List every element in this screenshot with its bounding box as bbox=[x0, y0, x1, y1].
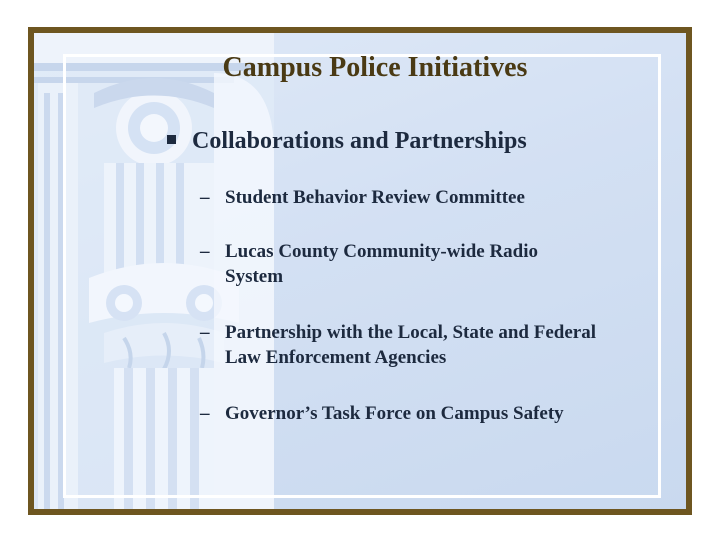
sub-item bbox=[200, 239, 600, 289]
main-bullet-text: Collaborations and Partnerships bbox=[192, 128, 527, 154]
slide-title: Campus Police Initiatives bbox=[222, 52, 528, 83]
sub-item-text: Governor’s Task Force on Campus Safety bbox=[225, 403, 564, 424]
sub-item bbox=[200, 185, 600, 210]
main-bullet bbox=[167, 128, 527, 155]
sub-item-dash: – bbox=[200, 322, 210, 343]
sub-item-text: Partnership with the Local, State and Federal Law Enforcement Agencies bbox=[225, 322, 597, 368]
sub-item-text: Student Behavior Review Committee bbox=[225, 187, 525, 208]
sub-item-dash: – bbox=[200, 241, 210, 262]
sub-item bbox=[200, 401, 600, 426]
square-bullet-icon bbox=[167, 135, 176, 144]
sub-item-dash: – bbox=[200, 187, 210, 208]
sub-item-text: Lucas County Community-wide Radio System bbox=[225, 241, 539, 287]
sub-item bbox=[200, 320, 600, 370]
sub-item-dash: – bbox=[200, 403, 210, 424]
